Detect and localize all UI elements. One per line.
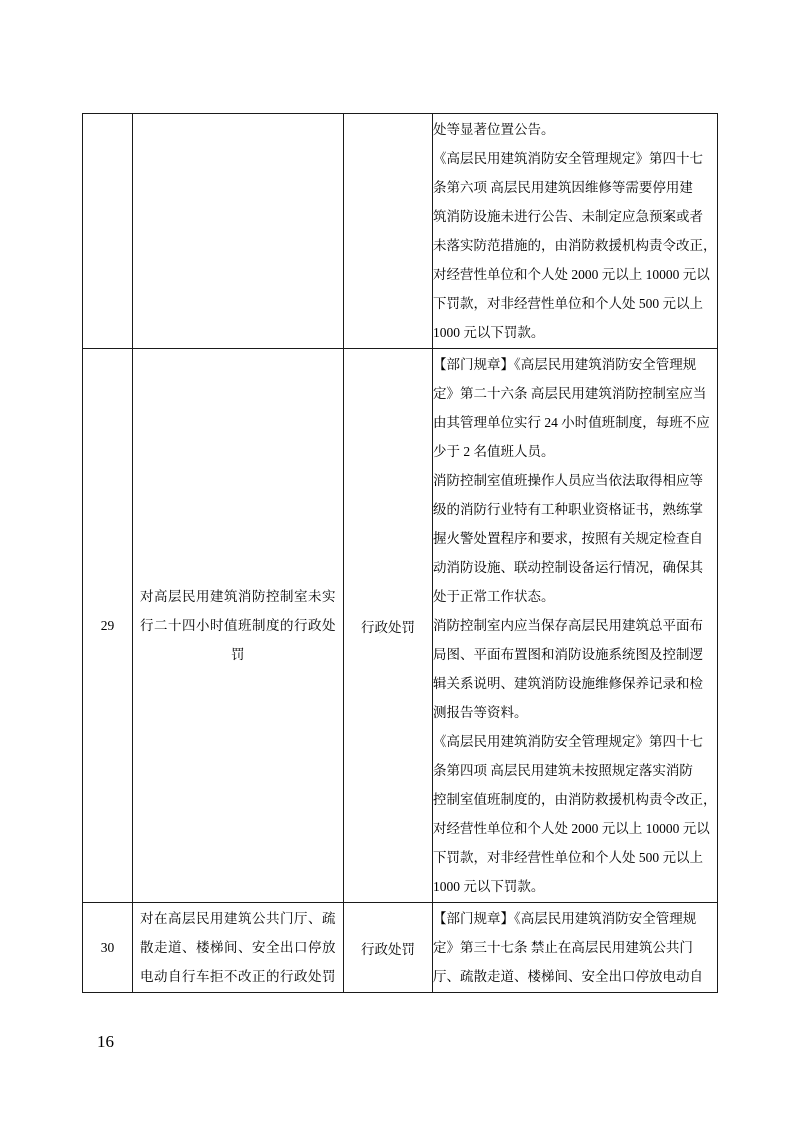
basis-line: 对经营性单位和个人处 2000 元以上 10000 元以: [433, 821, 710, 836]
row-number-cell: 30: [83, 903, 133, 993]
penalty-category-cell: [344, 114, 433, 349]
penalty-matter-text: [133, 581, 343, 670]
penalty-matter-text: [133, 230, 343, 232]
penalty-items-table: [82, 113, 718, 993]
basis-line: 定》第三十七条 禁止在高层民用建筑公共门: [433, 940, 693, 955]
basis-line: 处等显著位置公告。: [433, 122, 555, 137]
basis-line: 控制室值班制度的，由消防救援机构责令改正，: [433, 792, 717, 807]
legal-basis-text: [433, 349, 717, 902]
basis-line: 条第四项 高层民用建筑未按照规定落实消防: [433, 763, 693, 778]
basis-line: 《高层民用建筑消防安全管理规定》第四十七: [433, 151, 703, 166]
table-row: [83, 349, 718, 903]
matter-line: 对在高层民用建筑公共门厅、疏: [140, 911, 336, 926]
basis-line: 消防控制室内应当保存高层民用建筑总平面布: [433, 618, 703, 633]
legal-basis-text: [433, 903, 717, 992]
legal-basis-cell: [433, 114, 718, 349]
basis-line: 定》第二十六条 高层民用建筑消防控制室应当: [433, 386, 707, 401]
matter-line: 行二十四小时值班制度的行政处: [140, 618, 336, 633]
matter-line: 对高层民用建筑消防控制室未实: [140, 589, 336, 604]
basis-line: 未落实防范措施的，由消防救援机构责令改正，: [433, 238, 717, 253]
basis-line: 下罚款，对非经营性单位和个人处 500 元以上: [433, 850, 703, 865]
matter-line: 罚: [231, 647, 245, 662]
basis-line: 【部门规章】《高层民用建筑消防安全管理规: [433, 357, 697, 372]
basis-line: 消防控制室值班操作人员应当依法取得相应等: [433, 473, 703, 488]
legal-basis-text: [433, 114, 717, 348]
basis-line: 少于 2 名值班人员。: [433, 444, 555, 459]
basis-line: 测报告等资料。: [433, 705, 528, 720]
basis-line: 1000 元以下罚款。: [433, 325, 545, 340]
row-number-cell: [83, 114, 133, 349]
basis-line: 对经营性单位和个人处 2000 元以上 10000 元以: [433, 267, 710, 282]
legal-basis-cell: [433, 349, 718, 903]
basis-line: 厅、疏散走道、楼梯间、安全出口停放电动自: [433, 969, 703, 984]
basis-line: 辑关系说明、建筑消防设施维修保养记录和检: [433, 676, 703, 691]
basis-line: 筑消防设施未进行公告、未制定应急预案或者: [433, 209, 703, 224]
matter-line: 散走道、楼梯间、安全出口停放: [140, 940, 336, 955]
row-number-cell: 29: [83, 349, 133, 903]
basis-line: 局图、平面布置图和消防设施系统图及控制逻: [433, 647, 703, 662]
penalty-matter-cell: [133, 114, 344, 349]
penalty-matter-cell: [133, 349, 344, 903]
penalty-category-cell: 行政处罚: [344, 903, 433, 993]
basis-line: 级的消防行业特有工种职业资格证书，熟练掌: [433, 502, 703, 517]
penalty-category-cell: 行政处罚: [344, 349, 433, 903]
basis-line: 下罚款，对非经营性单位和个人处 500 元以上: [433, 296, 703, 311]
basis-line: 条第六项 高层民用建筑因维修等需要停用建: [433, 180, 693, 195]
basis-line: 1000 元以下罚款。: [433, 879, 545, 894]
penalty-table-body: [83, 114, 718, 993]
basis-line: 由其管理单位实行 24 小时值班制度，每班不应: [433, 415, 710, 430]
basis-line: 动消防设施、联动控制设备运行情况，确保其: [433, 560, 703, 575]
basis-line: 处于正常工作状态。: [433, 589, 555, 604]
basis-line: 《高层民用建筑消防安全管理规定》第四十七: [433, 734, 703, 749]
table-row: [83, 114, 718, 349]
page-number: 16: [97, 1032, 114, 1051]
table-row: [83, 903, 718, 993]
penalty-matter-text: [133, 903, 343, 992]
matter-line: 电动自行车拒不改正的行政处罚: [140, 969, 336, 984]
penalty-matter-cell: [133, 903, 344, 993]
basis-line: 握火警处置程序和要求，按照有关规定检查自: [433, 531, 703, 546]
basis-line: 【部门规章】《高层民用建筑消防安全管理规: [433, 911, 697, 926]
legal-basis-cell: [433, 903, 718, 993]
